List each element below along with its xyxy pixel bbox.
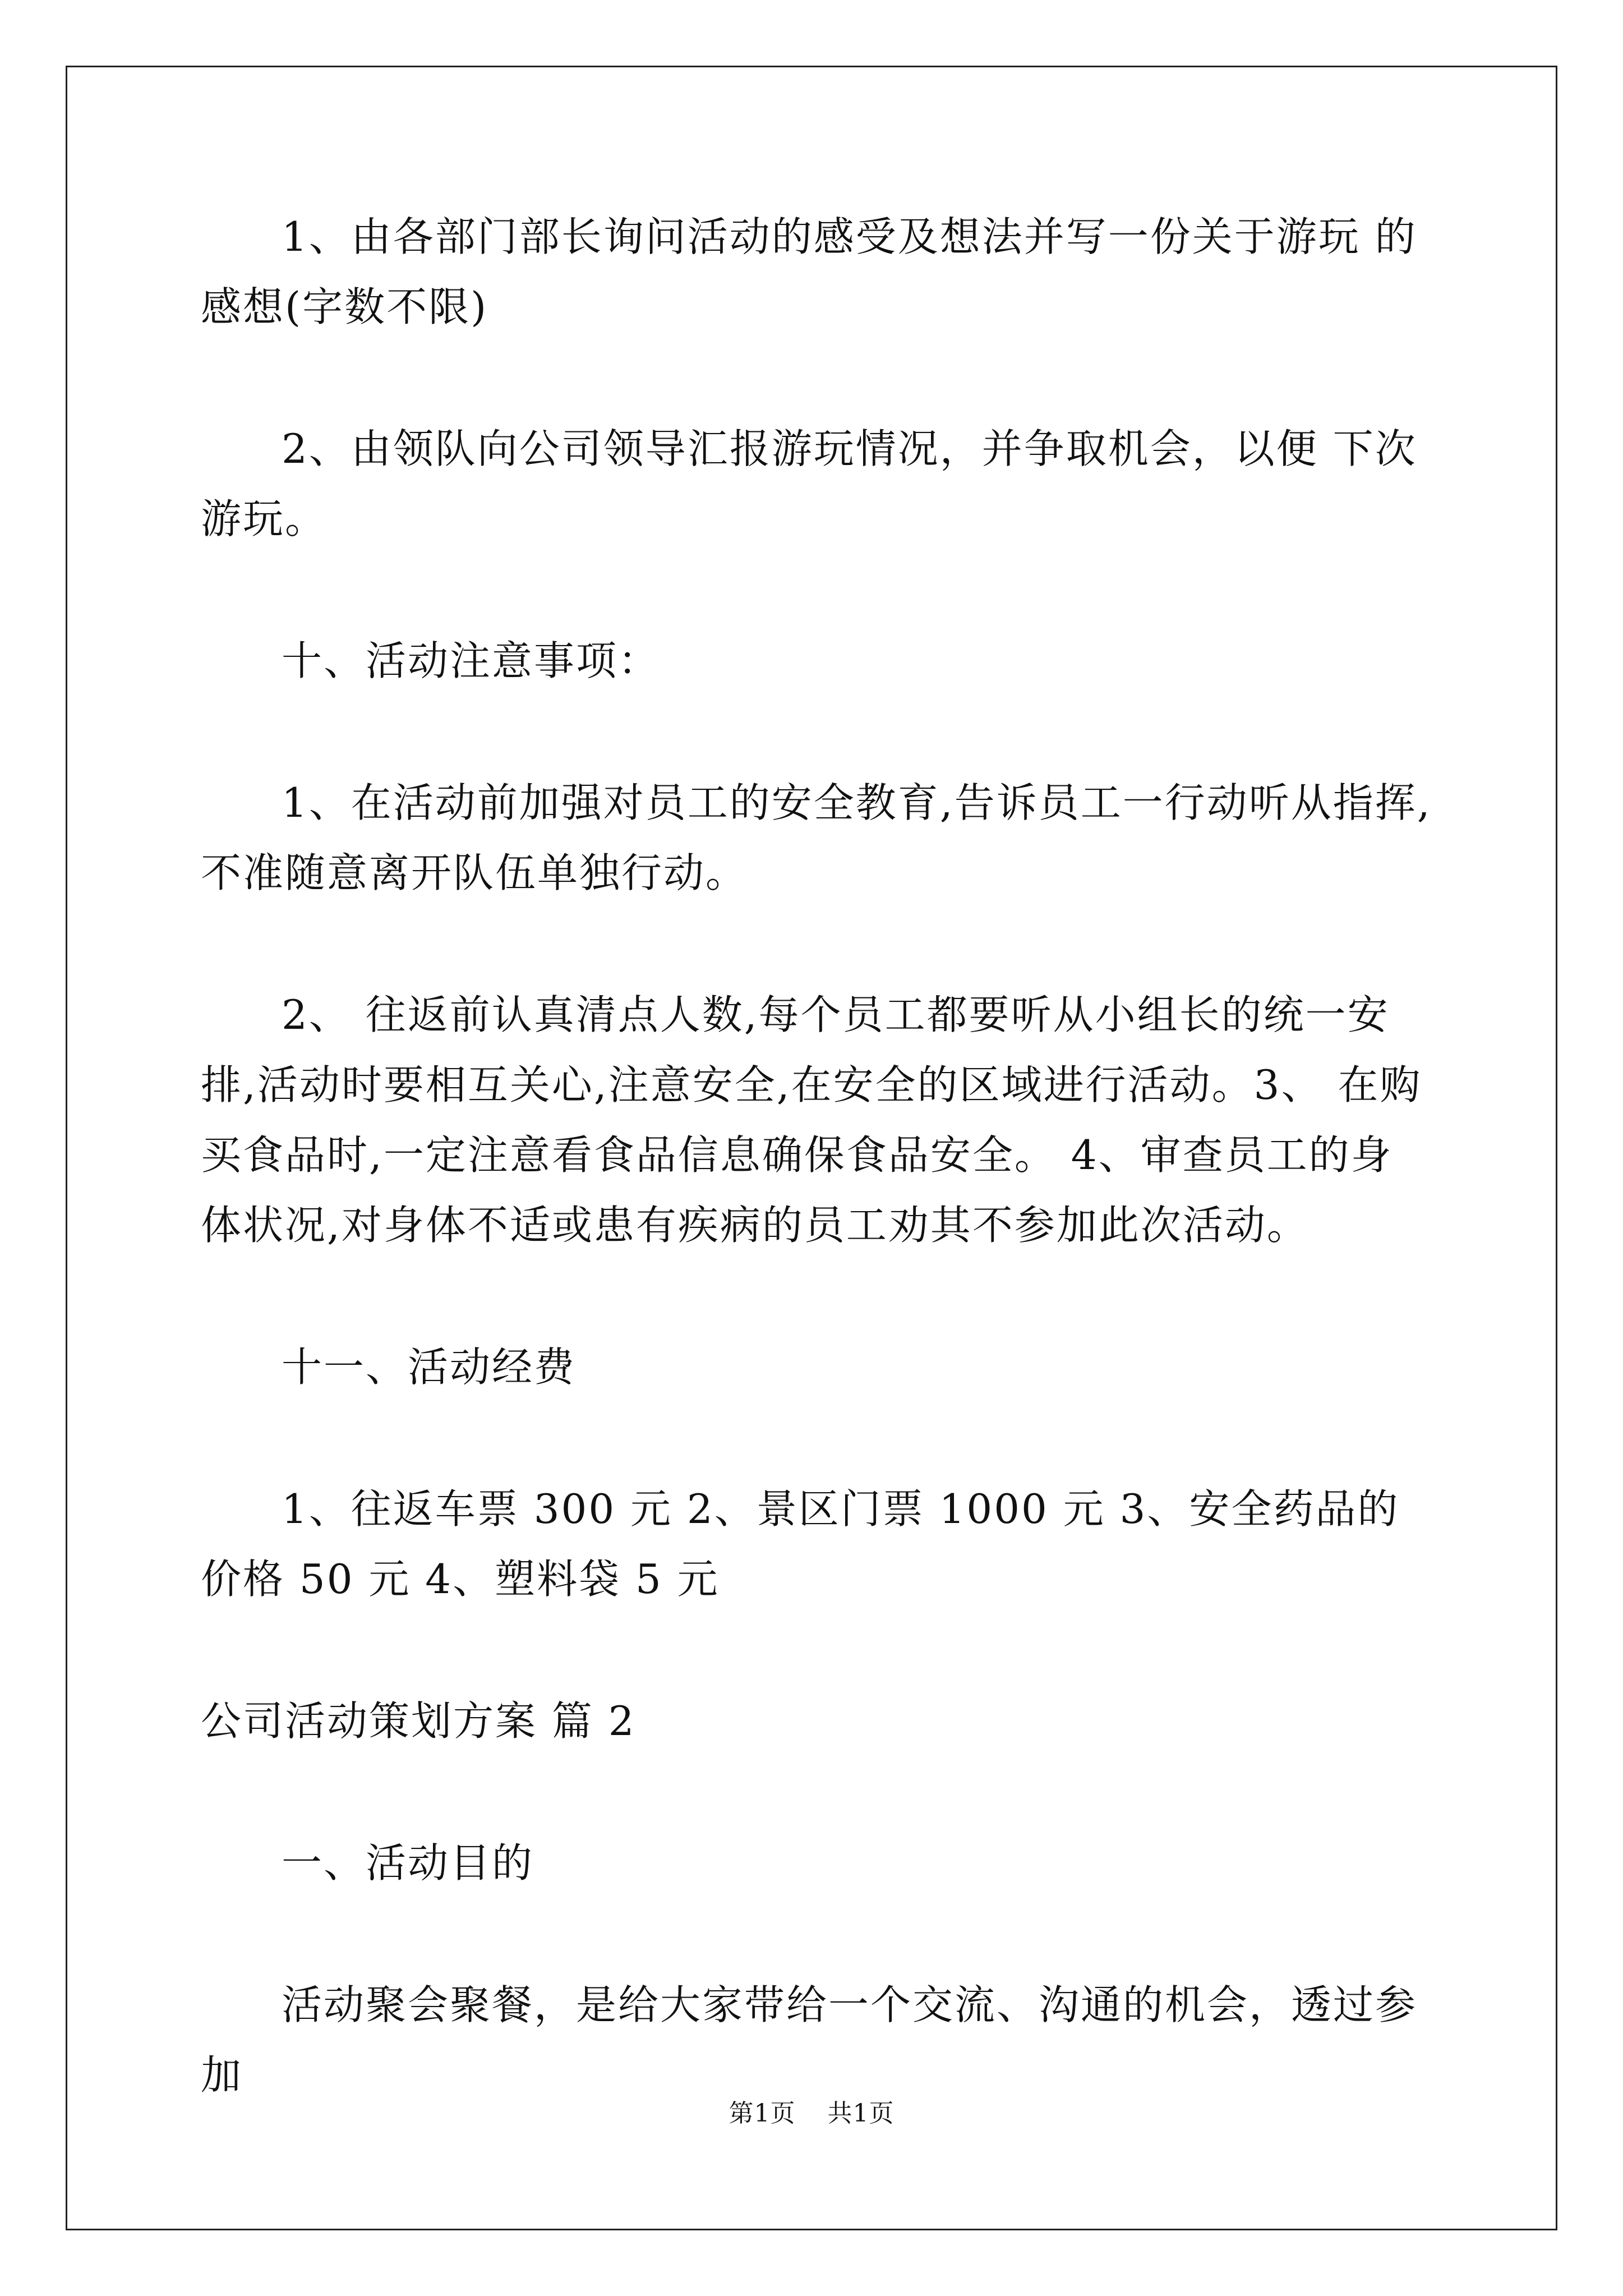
page-number-current: 第1页 [728, 2099, 796, 2128]
paragraph-notes-1: 1、在活动前加强对员工的安全教育,告诉员工一行动听从指挥,不准随意离开队伍单独行动。 [201, 779, 1432, 896]
section-heading-budget: 十一、活动经费 [282, 1343, 577, 1391]
paragraph-notes-2: 2、 往返前认真清点人数,每个员工都要听从小组长的统一安排,活动时要相互关心,注意安全,在安全的区域进行活动。3、 在购买食品时,一定注意看食品信息确保食品安全。 4、审查员工的身体状况,对身体不适或患有疾病的员工劝其不参加此次活动。 [201, 991, 1422, 1249]
document-body [201, 202, 1432, 2110]
page-footer [0, 2097, 1623, 2131]
paragraph-purpose: 活动聚会聚餐，是给大家带给一个交流、沟通的机会，透过参加 [201, 1981, 1418, 2099]
paragraph-2: 2、由领队向公司领导汇报游玩情况，并争取机会，以便 下次游玩。 [201, 425, 1417, 542]
section-heading-notes: 十、活动注意事项： [282, 637, 661, 684]
page-number-total: 共1页 [827, 2099, 895, 2128]
paragraph-1: 1、由各部门部长询问活动的感受及想法并写一份关于游玩 的感想(字数不限) [201, 213, 1417, 330]
section-heading-purpose: 一、活动目的 [282, 1839, 534, 1887]
plan-title: 公司活动策划方案 篇 2 [201, 1697, 636, 1745]
paragraph-budget: 1、往返车票 300 元 2、景区门票 1000 元 3、安全药品的价格 50 元 4、塑料袋 5 元 [201, 1485, 1400, 1603]
